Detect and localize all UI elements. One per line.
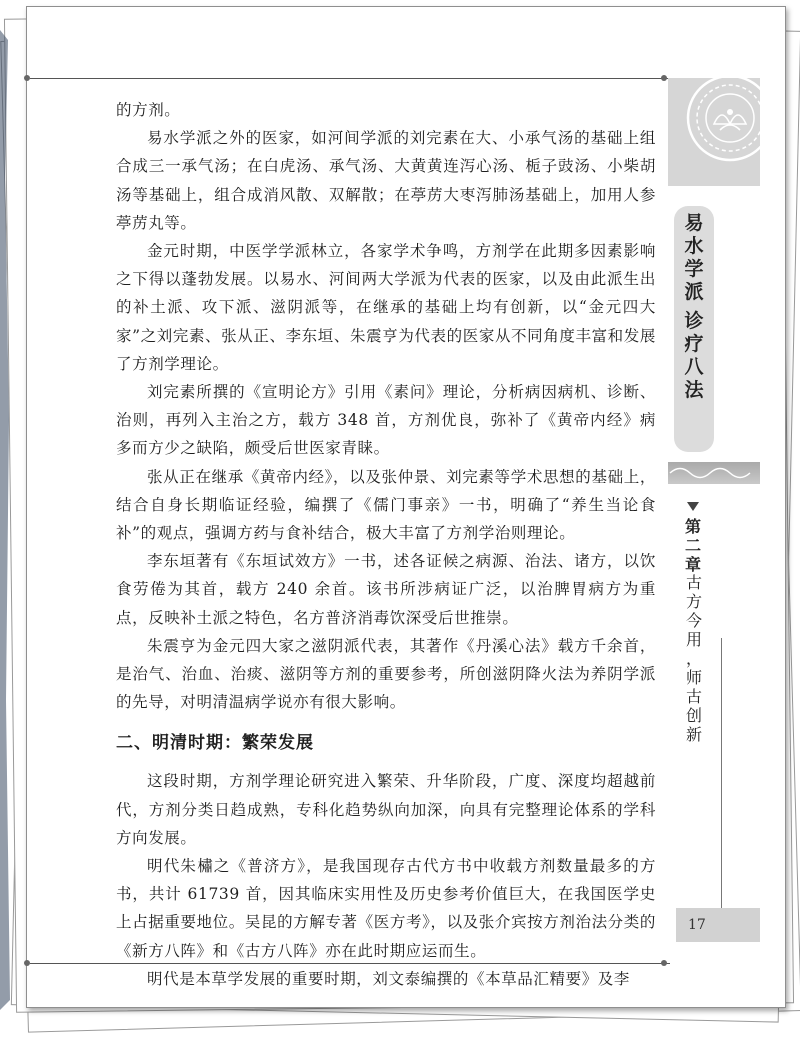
crop-mark: [24, 960, 30, 966]
chapter-title-char: 古: [685, 573, 702, 592]
book-title-char: 诊: [684, 310, 704, 332]
page-number-tab: [676, 908, 760, 942]
paragraph: 朱震亨为金元四大家之滋阴派代表，其著作《丹溪心法》载方千余首，是治气、治血、治痰、滋阴等方剂的重要参考，所创滋阴降火法为养阴学派的先导，对明清温病学说亦有很大影响。: [116, 636, 656, 712]
crop-mark: [661, 75, 667, 81]
chapter-title-char: 古: [685, 687, 702, 706]
book-title-char: 易: [684, 212, 704, 234]
chapter-title-char: 用: [685, 630, 702, 649]
book-title-char: 派: [684, 281, 704, 303]
paragraph: 金元时期，中医学学派林立，各家学术争鸣，方剂学在此期多因素影响之下得以蓬勃发展。以易水、河间两大学派为代表的医家，以及由此派生出的补土派、攻下派、滋阴派等，在继承的基础上均有创新，以“金元四大家”之刘完素、张从正、李东垣、朱震亨为代表的医家从不同角度丰富和发展了方剂学理论。: [116, 242, 656, 373]
dark-page-edge: [0, 0, 22, 1033]
lotus-medallion-icon: [668, 78, 760, 186]
book-title-char: 八: [684, 356, 704, 378]
crop-mark: [24, 75, 30, 81]
ornament-box: [668, 78, 760, 186]
body-text: [116, 96, 656, 993]
side-panel: [668, 78, 760, 963]
triangle-marker-icon: [687, 502, 699, 511]
chapter-label-char: 章: [684, 555, 701, 574]
book-title-vertical: [674, 206, 714, 452]
chapter-title-char: 师: [685, 668, 702, 687]
chapter-label-char: 第: [684, 517, 701, 536]
page-number: 17: [688, 917, 706, 933]
chapter-title-char: 新: [685, 725, 702, 744]
paragraph: 李东垣著有《东垣试效方》一书，述各证候之病源、治法、诸方，以饮食劳倦为其首，载方 240 余首。该书所涉病证广泛，以治脾胃病方为重点，反映补土派之特色，名方普济消毒饮深受后世推崇。: [116, 552, 656, 627]
book-title-char: 疗: [684, 333, 704, 355]
chapter-title-char: ，: [685, 649, 702, 668]
paragraph: 明代朱橚之《普济方》，是我国现存古代方书中收载方剂数量最多的方书，共计 61739 首，因其临床实用性及历史参考价值巨大，在我国医学史上占据重要地位。吴昆的方解专著《医方考》，以及张介宾按方剂治法分类的《新方八阵》和《古方八阵》亦在此时期应运而生。: [116, 857, 656, 960]
chapter-title-char: 创: [685, 706, 702, 725]
crop-mark: [661, 960, 667, 966]
paragraph: 这段时期，方剂学理论研究进入繁荣、升华阶段，广度、深度均超越前代，方剂分类日趋成熟，专科化趋势纵向加深，向具有完整理论体系的学科方向发展。: [116, 772, 656, 847]
chapter-ornament-band: [668, 462, 760, 484]
chapter-title-char: 今: [685, 611, 702, 630]
chapter-title-char: 方: [685, 592, 702, 611]
chapter-title-vertical: [681, 573, 707, 744]
paragraph: 易水学派之外的医家，如河间学派的刘完素在大、小承气汤的基础上组合成三一承气汤；在白虎汤、承气汤、大黄黄连泻心汤、栀子豉汤、小柴胡汤等基础上，组合成消风散、双解散；在葶苈大枣泻肺汤基础上，加用人参葶苈丸等。: [116, 129, 656, 232]
paragraph: 张从正在继承《黄帝内经》，以及张仲景、刘完素等学术思想的基础上，结合自身长期临证经验，编撰了《儒门事亲》一书，明确了“养生当论食补”的观点，强调方药与食补结合，极大丰富了方剂学治则理论。: [116, 467, 656, 543]
book-title-char: 法: [684, 379, 704, 401]
paragraph: 明代是本草学发展的重要时期，刘文泰编撰的《本草品汇精要》及李: [147, 969, 631, 988]
paragraph: 的方剂。: [116, 101, 181, 119]
book-title-char: 水: [684, 235, 704, 257]
chapter-label: [680, 498, 706, 574]
section-heading: 二、明清时期：繁荣发展: [116, 733, 314, 754]
side-rule: [721, 638, 722, 938]
paragraph: 刘完素所撰的《宣明论方》引用《素问》理论，分析病因病机、诊断、治则，再列入主治之方，载方 348 首，方剂优良，弥补了《黄帝内经》病多而方少之缺陷，颇受后世医家青睐。: [116, 383, 656, 458]
chapter-label-char: 二: [684, 536, 701, 555]
book-title-char: 学: [684, 258, 704, 280]
top-rule: [30, 78, 670, 79]
